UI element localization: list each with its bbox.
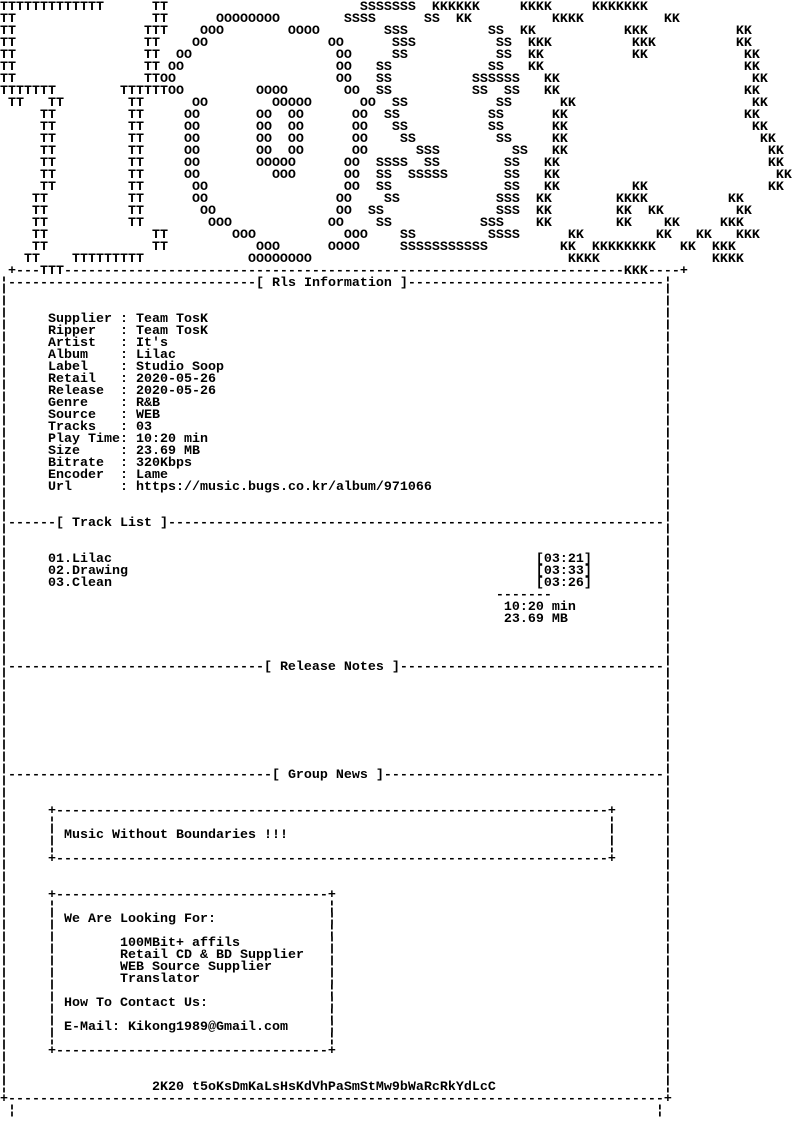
rule: ¦-------------------------------[ (0, 276, 272, 291)
rule: ¦ ¦ (199, 972, 672, 987)
rule: ¦------[ (0, 516, 72, 531)
rule: ¦ +----------------------------------+ ¦ (0, 1044, 672, 1059)
rule: ¦ (591, 564, 672, 579)
rule: +---TTT----------------------------------------------------------------------KKK----+ (0, 264, 688, 279)
rule: ¦ ¦ ¦ ¦ (0, 816, 672, 831)
section-title: Rls Information (271, 276, 392, 291)
rule: ¦ (0, 336, 48, 351)
rule: ¦ ¦ (0, 300, 672, 315)
info-value: 23.69 MB (135, 444, 200, 459)
rule: ¦ (159, 408, 672, 423)
rule: ¦ (0, 468, 48, 483)
rule: ¦ ¦ (0, 744, 672, 759)
rule: ¦ ¦ (0, 720, 672, 735)
rule: ¦ (575, 600, 672, 615)
rule: ¦ ¦ (0, 492, 672, 507)
rule: ¦ (207, 312, 672, 327)
rule: ¦ ¦ (287, 1020, 672, 1035)
rule: ¦ ¦ (271, 960, 672, 975)
logo-art-row-text: TT TT OOO OO SS SSS KK KK KK KKK (0, 216, 744, 231)
rule: : (119, 384, 136, 399)
info-value: It's (135, 336, 168, 351)
info-value: 10:20 min (135, 432, 208, 447)
rule: ¦ ¦ (0, 948, 120, 963)
looking-for-item: Translator (119, 972, 200, 987)
rule: ¦ (0, 432, 48, 447)
logo-art-row-text: TT TT OO OO OO OO SSS SS KK KK (0, 144, 784, 159)
rule: ¦ ¦ (0, 708, 672, 723)
logo-art-row-text: TTTTTTTTTTTTT TT SSSSSSS KKKKKK KKKK KKKKKKK (0, 0, 648, 15)
rule: ¦ ¦ (215, 912, 672, 927)
rule: ¦ (191, 456, 672, 471)
rule: ¦ (207, 432, 672, 447)
rule: : (119, 432, 136, 447)
rule: : (119, 348, 136, 363)
rule: ¦ ¦ (0, 696, 672, 711)
rule: ¦ ¦ (0, 756, 672, 771)
logo-art-row-text: TT TT OO OO SSS SS KKK KKK KK (0, 36, 752, 51)
rule: ¦ ¦ ¦ ¦ (0, 1032, 672, 1047)
info-value: https://music.bugs.co.kr/album/971066 (135, 480, 432, 495)
rule: ¦ ¦ (0, 936, 120, 951)
rule: ¦ (0, 348, 48, 363)
rule: ¦ (215, 372, 672, 387)
section-title: Group News (287, 768, 368, 783)
rule: ¦ ¦ (0, 528, 672, 543)
rule: ¦ ¦ ¦ ¦ (0, 924, 672, 939)
rule: ¦ ¦ (0, 732, 672, 747)
info-label: Release (48, 384, 120, 399)
info-value: 2020-05-26 (135, 384, 216, 399)
rule: ¦ (0, 324, 48, 339)
info-value: R&B (135, 396, 160, 411)
rule: ¦ (0, 456, 48, 471)
info-value: Team TosK (135, 324, 208, 339)
logo-art-row-text: TT TT OO OO SS SSS KK KKKK KK (0, 192, 744, 207)
logo-art-row-text: TT TT OO OO SS SS KK KK KK (0, 48, 760, 63)
rule: ¦ (0, 480, 48, 495)
rule: ¦ ¦ (0, 1056, 672, 1071)
contact-heading: How To Contact Us: (64, 996, 208, 1011)
info-label: Encoder (48, 468, 120, 483)
info-label: Url (48, 480, 120, 495)
info-label: Album (48, 348, 120, 363)
rule: ¦ ¦ (0, 960, 120, 975)
rule: ]--------------------------------¦ (391, 276, 672, 291)
rule: ¦ ¦ (287, 828, 672, 843)
info-value: 320Kbps (135, 456, 192, 471)
rule: ¦ (0, 552, 48, 567)
logo-art-row-text: TT TT OO OOOOO OO SSSS SS SS KK KK (0, 156, 784, 171)
rule: ¦ ¦ (0, 1068, 672, 1083)
rule: ¦ (167, 336, 672, 351)
rule: ¦ ¦ (0, 792, 672, 807)
footer-signature: 2K20 t5oKsDmKaLsHsKdVhPaSmStMw9bWaRcRkYdLcC (151, 1080, 496, 1095)
info-label: Source (48, 408, 120, 423)
rule: ¦ (175, 348, 672, 363)
logo-art-row-text: TTTTTTT TTTTTTOO OOOO OO SS SS SS KK KK (0, 84, 760, 99)
total-size: 23.69 MB (503, 612, 568, 627)
track-length: [03:21] (535, 552, 592, 567)
rule: ¦ +---------------------------------------------------------------------+ ¦ (0, 852, 672, 867)
logo-art-row-text: TT TT OO OOO OO SS SSSSS SS KK KK (0, 168, 792, 183)
info-label: Retail (48, 372, 120, 387)
rule: : (119, 444, 136, 459)
rule: ¦ ¦ ¦ ¦ (0, 900, 672, 915)
rule: +----------------------------------------------------------------------------------+ (0, 1092, 672, 1107)
track-title: 03.Clean (48, 576, 112, 591)
rule: ¦ ¦ (0, 648, 672, 663)
rule: ¦ (0, 576, 48, 591)
rule: : (119, 480, 136, 495)
rule: ¦ (0, 600, 504, 615)
rule: ¦ (207, 324, 672, 339)
track-title: 02.Drawing (48, 564, 128, 579)
rule: ¦ ¦ (0, 1020, 64, 1035)
logo-art-row-text: TT TT OO OO SS SS KK KK KK (0, 180, 784, 195)
info-label: Play Time (48, 432, 120, 447)
rule: ¦ ¦ (0, 1104, 664, 1119)
rule: ¦ ¦ (0, 864, 672, 879)
rule: ¦ (591, 552, 672, 567)
rule: ¦ (495, 1080, 672, 1095)
rule: ¦ ¦ (0, 828, 64, 843)
rule: : (119, 312, 136, 327)
rule: ¦ (223, 360, 672, 375)
info-value: Studio Soop (135, 360, 224, 375)
rule: ¦ (199, 444, 672, 459)
rule: ¦ ¦ (0, 972, 120, 987)
rule: ¦ ¦ (239, 936, 672, 951)
rule: ¦ (0, 1080, 152, 1095)
logo-art-row-text: TT TT OOO OOO SS SSSS KK KK KK KKK (0, 228, 760, 243)
rule: ¦ ¦ ¦ ¦ (0, 840, 672, 855)
rule: : (119, 360, 136, 375)
logo-art-row-text: TT TT OO OO OO OO SS SS KK KK (0, 120, 768, 135)
rule: ¦ (0, 312, 48, 327)
info-value: Lilac (135, 348, 176, 363)
logo-art-row-text: TT TT OO OO SS SSS KK KK KK KK (0, 204, 752, 219)
info-value: 2020-05-26 (135, 372, 216, 387)
rule: ¦ (0, 420, 48, 435)
rule: ]---------------------------------¦ (383, 660, 672, 675)
rule: ¦ ¦ (303, 948, 672, 963)
rule: ¦ (167, 468, 672, 483)
rule: : (119, 408, 136, 423)
info-label: Genre (48, 396, 120, 411)
rule: : (119, 396, 136, 411)
rule: ¦ (567, 612, 672, 627)
logo-art-row-text: TT TT TT OO OOOOO OO SS SS KK KK (0, 96, 768, 111)
rule: ¦ ¦ (0, 912, 64, 927)
rule: ¦ (431, 480, 672, 495)
logo-art-row-text: TT TT OO OO OO OO SS SS KK KK (0, 132, 776, 147)
looking-for-item: Retail CD & BD Supplier (119, 948, 304, 963)
info-value: Lame (135, 468, 168, 483)
looking-for-item: 100MBit+ affils (119, 936, 240, 951)
rule: ¦ (0, 444, 48, 459)
rule: ]-----------------------------------¦ (367, 768, 672, 783)
rule: ¦---------------------------------[ (0, 768, 288, 783)
rule: ¦ +---------------------------------------------------------------------+ ¦ (0, 804, 672, 819)
logo-art-row-text: TT TTT OOO OOOO SSS SS KK KKK KK (0, 24, 752, 39)
info-value: WEB (135, 408, 160, 423)
info-label: Supplier (48, 312, 120, 327)
rule: ¦ ¦ (207, 996, 672, 1011)
section-title: Release Notes (279, 660, 384, 675)
rule: ¦ ¦ (0, 996, 64, 1011)
info-value: 03 (135, 420, 152, 435)
rule: ¦ (0, 564, 48, 579)
rule: ¦ (0, 612, 504, 627)
rule: : (119, 372, 136, 387)
rule: ¦ ¦ (0, 780, 672, 795)
logo-art-row-text: TT TT OOOOOOOO SSSS SS KK KKKK KK (0, 12, 680, 27)
track-title: 01.Lilac (48, 552, 112, 567)
rule: : (119, 456, 136, 471)
rule: : (119, 468, 136, 483)
rule: ¦ (215, 384, 672, 399)
track-length: [03:26] (535, 576, 592, 591)
section-title: Track List (71, 516, 152, 531)
rule: ¦ ¦ (0, 540, 672, 555)
rule: ¦ (591, 576, 672, 591)
info-value: Team TosK (135, 312, 208, 327)
rule: : (119, 336, 136, 351)
rule: ¦ ¦ ¦ ¦ (0, 984, 672, 999)
rule: ¦ (0, 360, 48, 375)
rule: ¦ (0, 384, 48, 399)
rule: ¦ ¦ (0, 672, 672, 687)
rule: ¦--------------------------------[ (0, 660, 280, 675)
info-label: Ripper (48, 324, 120, 339)
rule: ¦ (0, 408, 48, 423)
looking-for-item: WEB Source Supplier (119, 960, 272, 975)
contact-email: E-Mail: Kikong1989@Gmail.com (64, 1020, 288, 1035)
rule: ¦ ¦ (0, 624, 672, 639)
rule: ¦ ¦ (0, 504, 672, 519)
logo-art-row-text: TT TT OOO OOOO SSSSSSSSSSS KK KKKKKKKK KK KKK (0, 240, 736, 255)
info-label: Tracks (48, 420, 120, 435)
news-motto: Music Without Boundaries !!! (64, 828, 288, 843)
info-label: Artist (48, 336, 120, 351)
looking-for-heading: We Are Looking For: (64, 912, 216, 927)
rule: ¦ (0, 372, 48, 387)
rule: ¦ (0, 396, 48, 411)
rule: ¦ ¦ ¦ ¦ (0, 1008, 672, 1023)
logo-art-row-text: TT TTTTTTTTT OOOOOOOO KKKK KKKK (0, 252, 744, 267)
rule: : (119, 420, 136, 435)
rule: ¦ ------- ¦ (0, 588, 672, 603)
info-label: Bitrate (48, 456, 120, 471)
logo-art-row-text: TT TTOO OO SS SSSSSS KK KK (0, 72, 768, 87)
logo-art-row-text: TT TT OO OO SS SS KK KK (0, 60, 760, 75)
rule: ¦ ¦ (0, 876, 672, 891)
bottom-edge (0, 1106, 672, 1118)
rule: ¦ ¦ (0, 288, 672, 303)
track-length: [03:33] (535, 564, 592, 579)
logo-art-row-text: TT TT OO OO OO OO SS SS KK KK (0, 108, 760, 123)
rule: ¦ (159, 396, 672, 411)
rule: ]--------------------------------------------------------------¦ (151, 516, 672, 531)
total-time: 10:20 min (503, 600, 576, 615)
rule: ¦ ¦ (0, 636, 672, 651)
rule: ¦ +----------------------------------+ ¦ (0, 888, 672, 903)
rule: ¦ (151, 420, 672, 435)
info-label: Label (48, 360, 120, 375)
rule: ¦ ¦ (0, 684, 672, 699)
info-label: Size (48, 444, 120, 459)
rule: : (119, 324, 136, 339)
